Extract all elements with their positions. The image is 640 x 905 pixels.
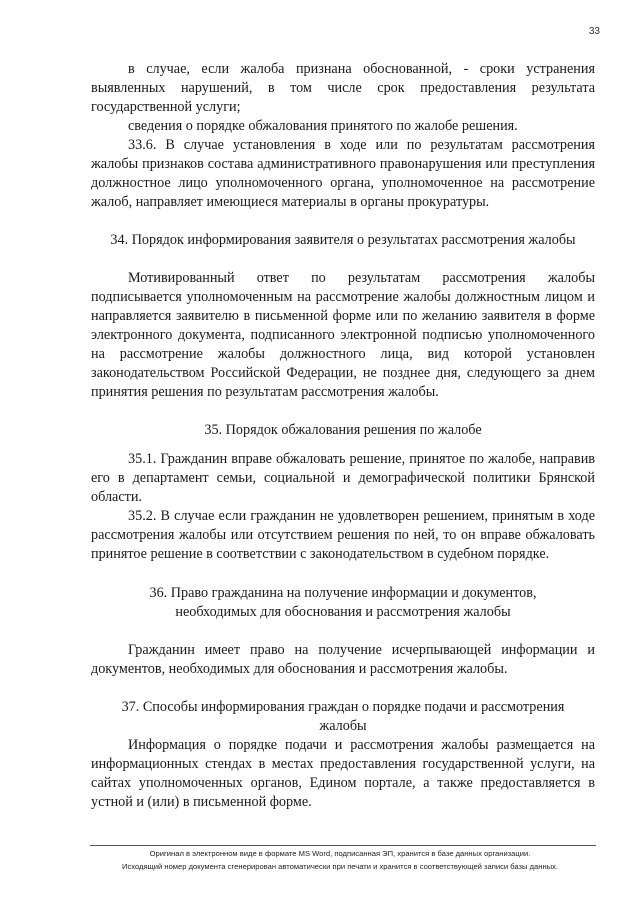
document-body bbox=[91, 60, 595, 812]
heading-section-35: 35. Порядок обжалования решения по жалобе bbox=[204, 422, 482, 438]
paragraph-appeal-info: сведения о порядке обжалования принятого по жалобе решения. bbox=[128, 118, 518, 134]
paragraph-35-2: 35.2. В случае если гражданин не удовлетворен решением, принятым в ходе рассмотрения жалобы или отсутствием решения по ней, то он вправе обжаловать принятое решение в соответствии с законодательством в судебном порядке. bbox=[91, 508, 595, 562]
paragraph-33-6: 33.6. В случае установления в ходе или по результатам рассмотрения жалобы признаков состава административного правонарушения или преступления должностное лицо уполномоченного органа, уполномоченное на рассмотрение жалоб, направляет имеющиеся материалы в органы прокуратуры. bbox=[91, 137, 595, 210]
paragraph-complaint-grounded: в случае, если жалоба признана обоснованной, - сроки устранения выявленных нарушений, в том числе срок предоставления результата государственной услуги; bbox=[91, 61, 595, 115]
paragraph-information-methods: Информация о порядке подачи и рассмотрения жалобы размещается на информационных стендах в местах предоставления государственной услуги, на сайтах уполномоченных органов, Едином портале, а также предоставляется в устной и (или) в письменной форме. bbox=[91, 737, 595, 810]
heading-section-37-line2: жалобы bbox=[319, 718, 367, 734]
heading-section-34: 34. Порядок информирования заявителя о результатах рассмотрения жалобы bbox=[110, 232, 576, 248]
heading-section-36-line1: 36. Право гражданина на получение информации и документов, bbox=[149, 585, 537, 601]
footer-line-original: Оригинал в электронном виде в формате MS Word, подписанная ЭП, хранится в базе данных организации. bbox=[149, 849, 531, 858]
paragraph-right-to-info: Гражданин имеет право на получение исчерпывающей информации и документов, необходимых для обоснования и рассмотрения жалобы. bbox=[91, 642, 595, 677]
footer-line-outgoing-number: Исходящий номер документа сгенерирован автоматически при печати и хранится в соответствующей записи базы данных. bbox=[121, 862, 558, 871]
page-number: 33 bbox=[588, 26, 600, 37]
paragraph-reasoned-answer: Мотивированный ответ по результатам рассмотрения жалобы подписывается уполномоченным на рассмотрение жалобы должностным лицом и направляется заявителю в письменной форме или по желанию заявителя в форме электронного документа, подписанного электронной подписью уполномоченного на рассмотрение жалобы должностного лица, вид которой установлен законодательством Российской Федерации, не позднее дня, следующего за днем принятия решения по результатам рассмотрения жалобы. bbox=[91, 270, 595, 400]
paragraph-35-1: 35.1. Гражданин вправе обжаловать решение, принятое по жалобе, направив его в департамент семьи, социальной и демографической политики Брянской области. bbox=[91, 451, 595, 505]
heading-section-37-line1: 37. Способы информирования граждан о порядке подачи и рассмотрения bbox=[121, 699, 565, 715]
footer-divider bbox=[90, 845, 596, 846]
heading-section-36-line2: необходимых для обоснования и рассмотрения жалобы bbox=[175, 604, 511, 620]
